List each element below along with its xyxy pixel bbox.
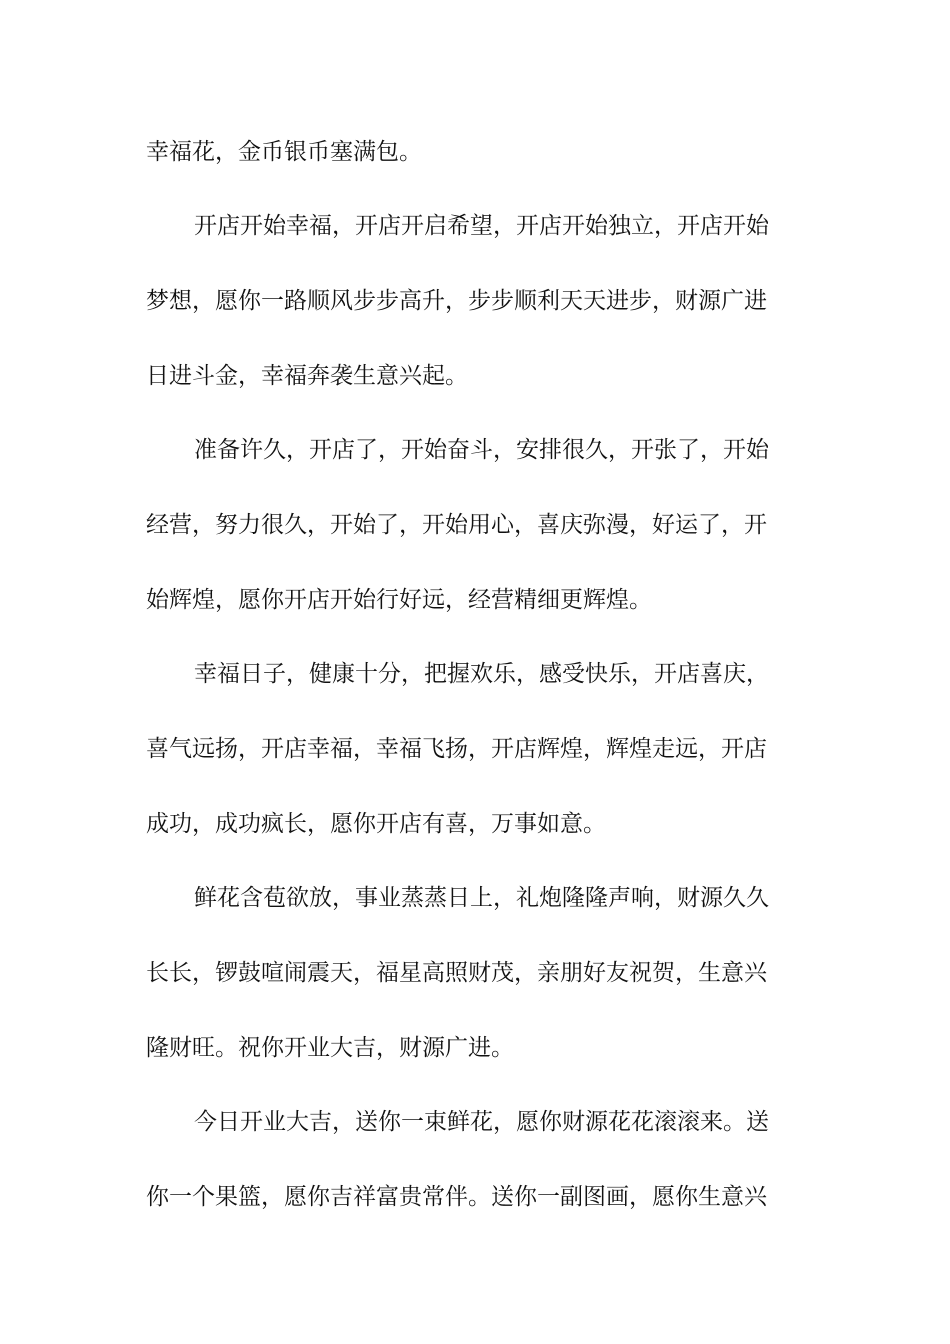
- paragraph-first-line: 幸福日子，健康十分，把握欢乐，感受快乐，开店喜庆，: [194, 661, 769, 687]
- text-line: 始辉煌，愿你开店开始行好远，经营精细更辉煌。: [146, 587, 652, 613]
- paragraph-first-line: 今日开业大吉，送你一束鲜花，愿你财源花花滚滚来。送: [194, 1109, 769, 1135]
- text-line: 幸福花，金币银币塞满包。: [146, 139, 422, 165]
- paragraph-first-line: 准备许久，开店了，开始奋斗，安排很久，开张了，开始: [194, 437, 769, 463]
- paragraph-first-line: 鲜花含苞欲放，事业蒸蒸日上，礼炮隆隆声响，财源久久: [194, 885, 769, 911]
- text-line: 长长，锣鼓喧闹震天，福星高照财茂，亲朋好友祝贺，生意兴: [146, 960, 767, 986]
- text-line: 你一个果篮，愿你吉祥富贵常伴。送你一副图画，愿你生意兴: [146, 1184, 767, 1210]
- text-line: 梦想，愿你一路顺风步步高升，步步顺利天天进步，财源广进: [146, 288, 767, 314]
- text-line: 隆财旺。祝你开业大吉，财源广进。: [146, 1035, 514, 1061]
- text-line: 成功，成功疯长，愿你开店有喜，万事如意。: [146, 811, 606, 837]
- text-line: 喜气远扬，开店幸福，幸福飞扬，开店辉煌，辉煌走远，开店: [146, 736, 767, 762]
- paragraph-first-line: 开店开始幸福，开店开启希望，开店开始独立，开店开始: [194, 213, 769, 239]
- text-line: 日进斗金，幸福奔袭生意兴起。: [146, 363, 468, 389]
- text-line: 经营，努力很久，开始了，开始用心，喜庆弥漫，好运了，开: [146, 512, 767, 538]
